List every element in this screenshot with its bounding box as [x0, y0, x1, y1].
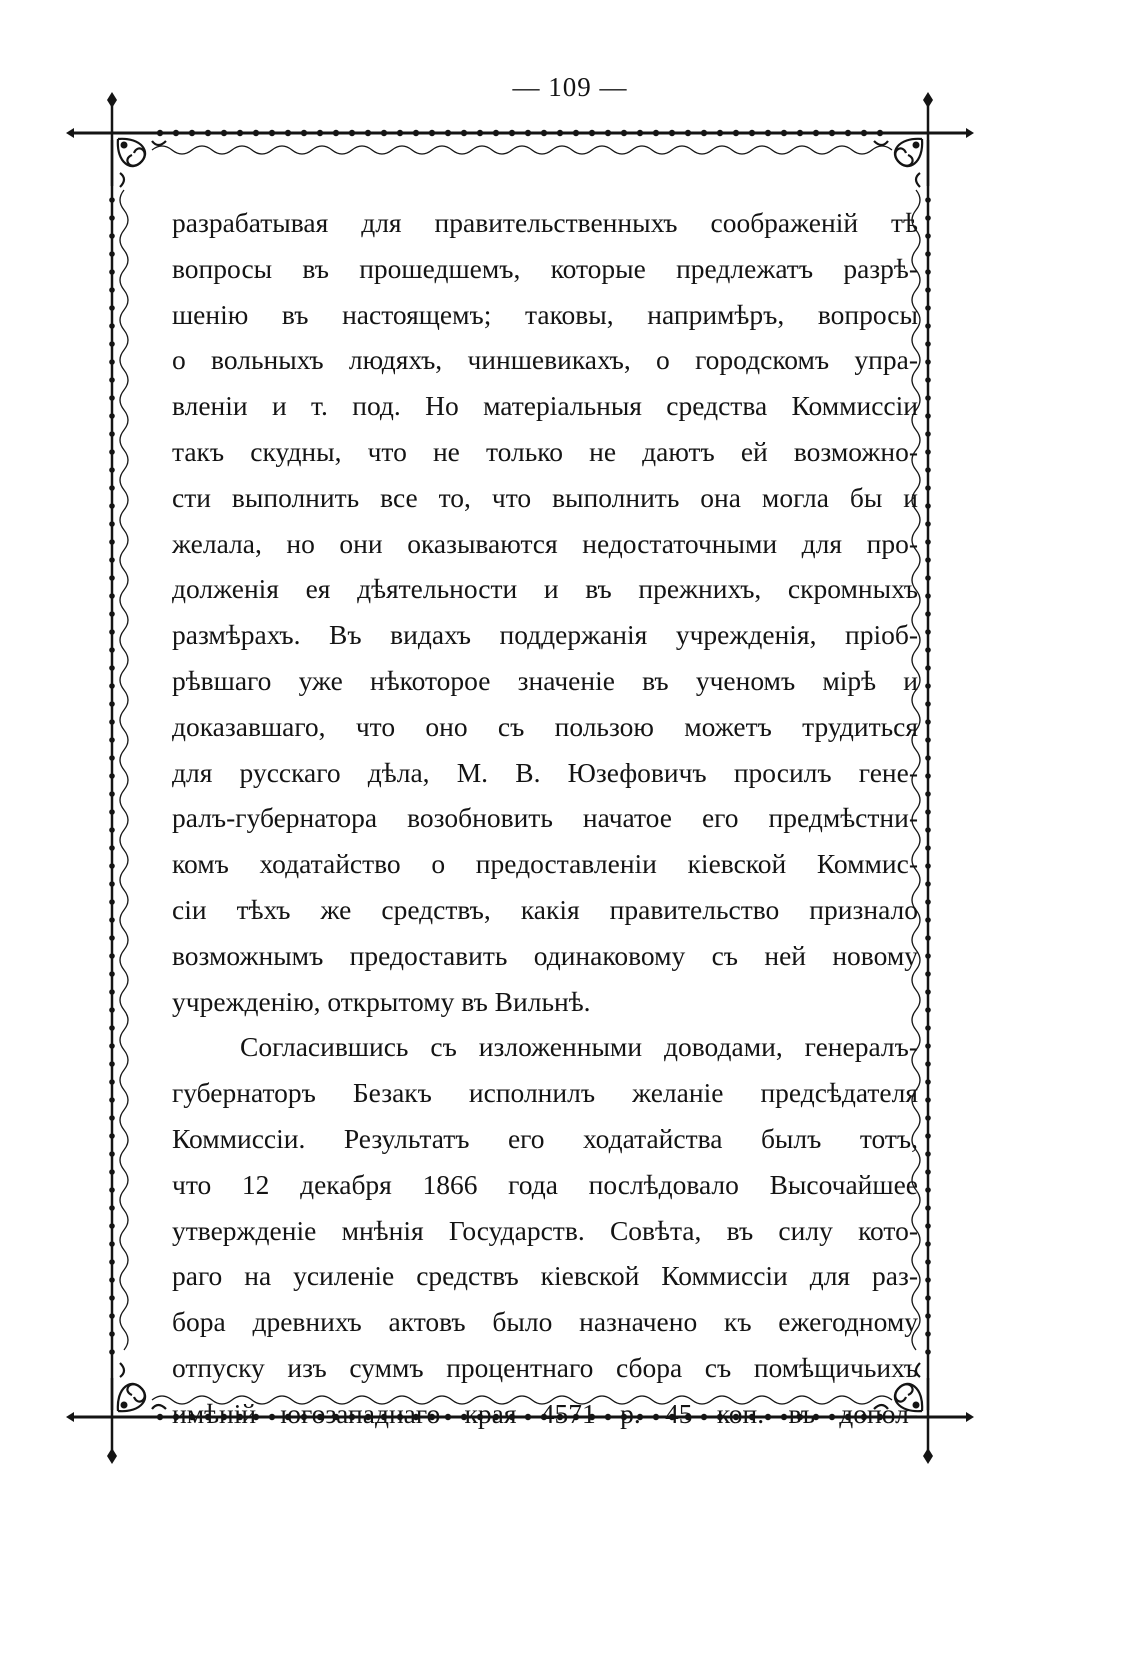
fleuron-corner-icon [874, 139, 922, 187]
text-line: разрабатывая для правительственныхъ соображеній тѣ [172, 207, 918, 238]
text-line: доказавшаго, что оно съ пользою можетъ трудиться [172, 710, 918, 742]
text-line: такъ скудны, что не только не даютъ ей возможно- [172, 435, 918, 467]
text-line: учрежденію, открытому въ Вильнѣ. [172, 985, 591, 1017]
text-line: что 12 декабря 1866 года послѣдовало Высочайшее [172, 1168, 918, 1200]
text-line: желала, но они оказываются недостаточными для про- [172, 527, 918, 559]
text-line: вленіи и т. под. Но матеріальныя средства Коммиссіи [172, 390, 918, 422]
text-line: долженія ея дѣятельности и въ прежнихъ, скромныхъ [172, 573, 918, 605]
text-line: сіи тѣхъ же средствъ, какія правительство признало [172, 893, 918, 925]
fleuron-corner-icon [118, 1363, 166, 1411]
text-line: утвержденіе мнѣнія Государств. Совѣта, въ силу кото- [172, 1214, 918, 1246]
text-line: имѣній югозападнаго края 4571 р. 45 коп. въ допол- [172, 1397, 918, 1429]
text-line: о вольныхъ людяхъ, чиншевикахъ, о городскомъ упра- [172, 344, 918, 376]
text-line: Коммиссіи. Результатъ его ходатайства былъ тотъ, [172, 1122, 918, 1154]
text-line: комъ ходатайство о предоставленіи кіевской Коммис- [172, 848, 918, 880]
text-line: рѣвшаго уже нѣкоторое значеніе въ ученомъ мірѣ и [172, 664, 918, 696]
text-line: размѣрахъ. Въ видахъ поддержанія учрежденія, пріоб- [172, 619, 918, 651]
text-line: для русскаго дѣла, М. В. Юзефовичъ просилъ гене- [172, 756, 918, 788]
page-number: — 109 — [512, 72, 628, 102]
text-line: ралъ-губернатора возобновить начатое его предмѣстни- [172, 802, 918, 834]
text-line: бора древнихъ актовъ было назначено къ ежегодному [172, 1306, 918, 1338]
text-line: раго на усиленіе средствъ кіевской Коммиссіи для раз- [172, 1260, 918, 1292]
text-line: вопросы въ прошедшемъ, которые предлежатъ разрѣ- [172, 252, 918, 284]
text-line: Согласившись съ изложенными доводами, генералъ- [240, 1031, 918, 1063]
text-line: губернаторъ Безакъ исполнилъ желаніе предсѣдателя [172, 1077, 918, 1109]
body-text [172, 200, 918, 1437]
text-line: шенію въ настоящемъ; таковы, напримѣръ, вопросы [172, 298, 918, 330]
fleuron-corner-icon [118, 139, 166, 187]
text-line: возможнымъ предоставить одинаковому съ ней новому [172, 939, 918, 971]
text-line: сти выполнить все то, что выполнить она могла бы и [172, 481, 918, 513]
text-line: отпуску изъ суммъ процентнаго сбора съ помѣщичьихъ [172, 1351, 918, 1383]
